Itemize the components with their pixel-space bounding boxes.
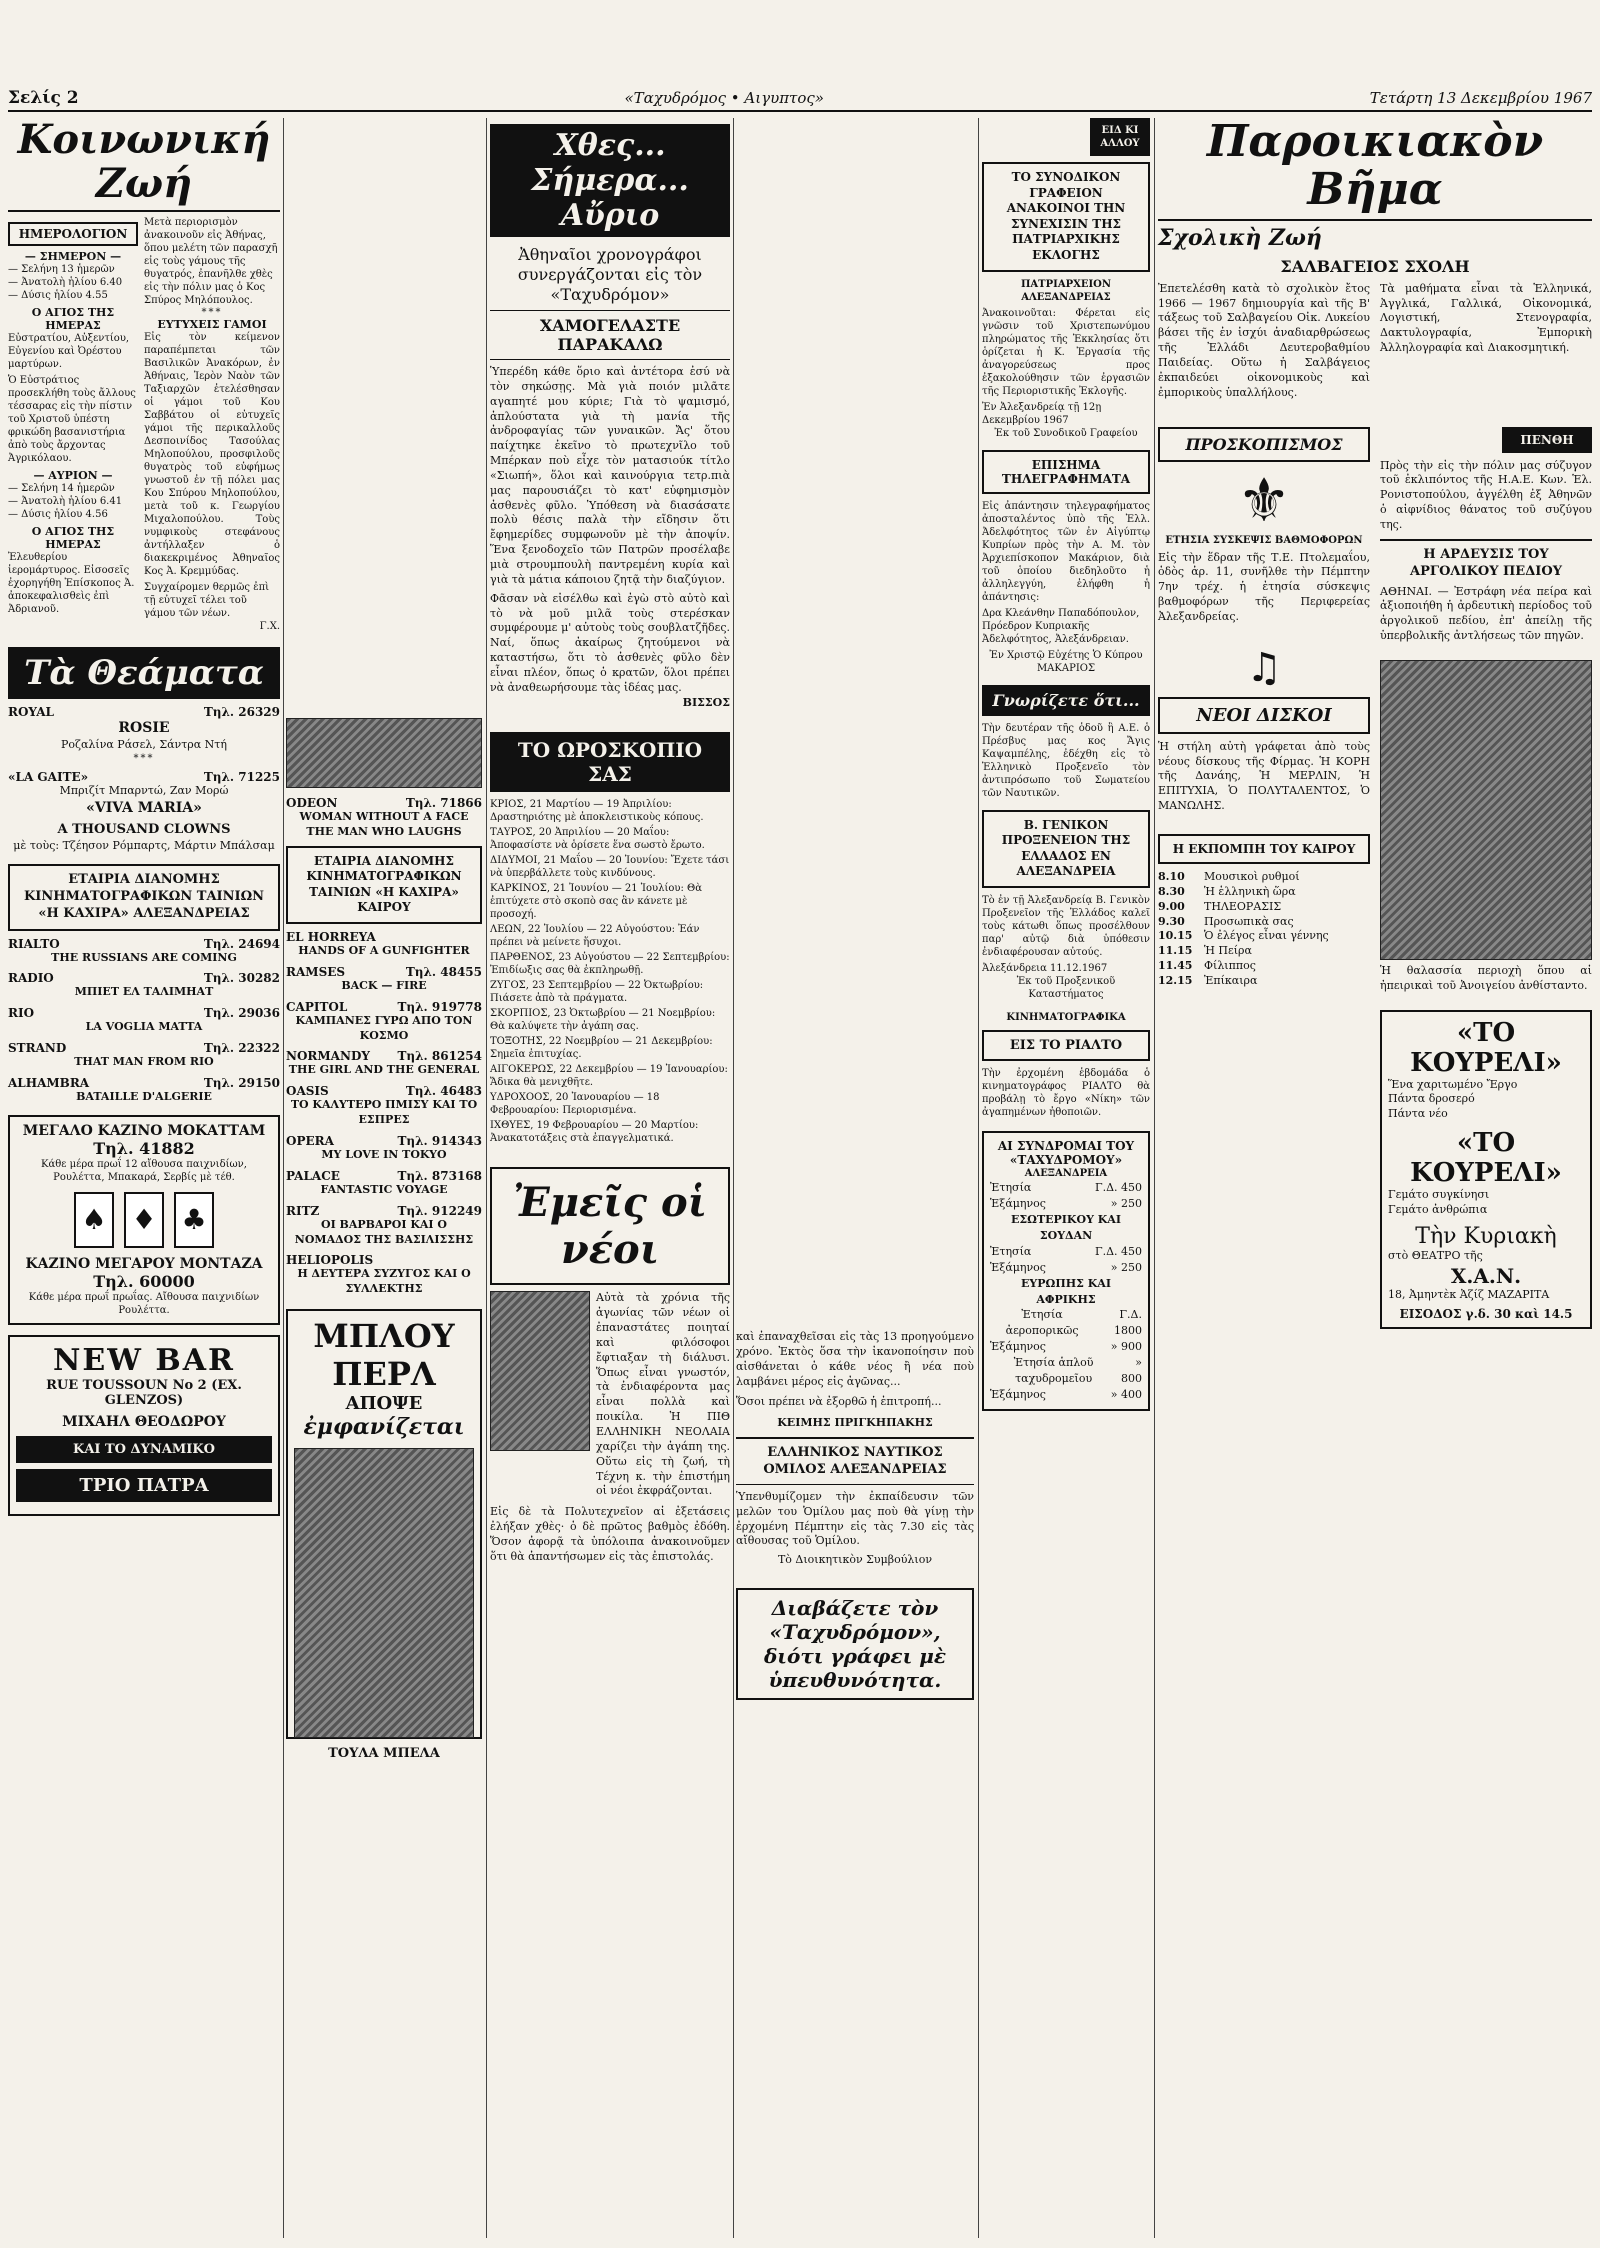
music-note-icon: ♫ <box>1246 644 1282 691</box>
article-body: Ἀνακοινοῦται: Φέρεται εἰς γνῶσιν τοῦ Χριστεπωνύμου πληρώματος τῆς Ἐκκλησίας ὅτι ὁρίζεται ἡ Κ. Ἐργασία τῆς ἀναγορεύσεως προς ἐξακολούθησιν τῶν ἐργασιῶν τῆς Περιοριστικῆς Ἐκλογῆς. <box>982 307 1150 397</box>
saint-title: Ο ΑΓΙΟΣ ΤΗΣ ΗΜΕΡΑΣ <box>31 306 115 332</box>
film-title: ΜΠΙΕΤ ΕΛ ΤΑΛΙΜΗΑΤ <box>74 985 214 999</box>
club-body: Ὑπενθυμίζομεν τὴν ἐκπαίδευσιν τῶν μελῶν του Ὁμίλου μας ποὺ θὰ γίνῃ τὴν ἐρχομένη Πέμπτην εἰς τὰς 7.30 εἰς τὰς αἴθουσας τοῦ Ὁμίλου. <box>736 1489 974 1548</box>
cinema-row <box>8 770 280 784</box>
casino-ad <box>8 1115 280 1325</box>
cinema-row <box>8 1006 280 1020</box>
photo-caption: Ἡ θαλασσία περιοχὴ ὅπου αἱ ἠπειρικαὶ τοῦ Ἀνοιγείου ἀνθίσταντο. <box>1380 963 1592 992</box>
ad-line: Πάντα νέο <box>1388 1107 1448 1121</box>
article-body: καὶ ἐπαναχθεῖσαι εἰς τὰς 13 προηγούμενο χρόνο. Ἐκτὸς ὅσα τὴν ἰκανοποίησιν ποὺ αἰσθάνεται ὁ κάθε νέος ἢ νέα ποὺ λαμβάνει μέρος εἰς ἀγῶνας... <box>736 1330 974 1388</box>
advert-image <box>286 718 482 788</box>
film-title: THE GIRL AND THE GENERAL <box>288 1063 480 1077</box>
article-date: Ἐν Ἀλεξανδρείᾳ τῇ 12ῃ Δεκεμβρίου 1967 <box>982 401 1102 426</box>
film-title: BATAILLE D'ALGERIE <box>76 1089 212 1103</box>
column-community <box>1158 118 1592 1335</box>
ad-line: Ἕνα χαριτωμένο Ἔργο <box>1388 1077 1518 1091</box>
star-divider: *** <box>133 752 155 764</box>
subs-row: Ἑξάμηνος » 250 <box>990 1260 1142 1274</box>
cinema-row <box>286 1253 482 1267</box>
cinema-row <box>8 971 280 985</box>
article-sign: Ἐν Χριστῷ Εὐχέτης Ὁ Κύπρου ΜΑΚΑΡΙΟΣ <box>989 649 1143 674</box>
schedule-row: 11.45 Φίλιππος <box>1158 959 1256 973</box>
column-social-life <box>8 118 280 1522</box>
section-title: Κοινωνική Ζωή <box>8 118 280 212</box>
cinema-tel: Τηλ. 46483 <box>405 1084 482 1099</box>
cinema-body: Τὴν ἐρχομένη ἑβδομάδα ὁ κινηματογράφος ΡΙΑΛΤΟ θὰ προβάλῃ τὸ ἔργο «Νίκη» τῶν ἀγαπημένων ἠθοποιῶν. <box>982 1067 1150 1118</box>
cinema-name: ODEON <box>286 796 338 810</box>
cinema-tel: Τηλ. 861254 <box>397 1049 482 1064</box>
theatre-ad <box>1380 1010 1592 1329</box>
weather-schedule-box <box>1158 834 1370 864</box>
horoscope-item: ΖΥΓΟΣ, 23 Σεπτεμβρίου — 22 Ὀκτωβρίου: Πιάσετε ἀπὸ τὰ πράγματα. <box>490 980 704 1005</box>
cinema-tel: Τηλ. 24694 <box>203 936 280 951</box>
cinema-row <box>286 1169 482 1183</box>
subs-row: Ἑξάμηνος » 400 <box>990 1388 1142 1402</box>
cinema-tel: Τηλ. 29036 <box>203 1006 280 1021</box>
weather-title: Η ΕΚΠΟΜΠΗ ΤΟΥ ΚΑΙΡΟΥ <box>1172 841 1356 856</box>
article-addr: Δρα Κλεάνθην Παπαδόπουλον, Πρόεδρον Κυπριακῆς Ἀδελφότητος, Ἀλεξάνδρειαν. <box>982 607 1140 645</box>
masthead <box>8 86 1592 112</box>
film-title: ΚΑΜΠΑΝΕΣ ΓΥΡΩ ΑΠΟ ΤΟΝ ΚΟΣΜΟ <box>295 1013 473 1042</box>
film-title: FANTASTIC VOYAGE <box>320 1182 448 1196</box>
subs-row: Ἐτησία Γ.Δ. 450 <box>990 1180 1142 1194</box>
page-number: Σελίς 2 <box>8 88 79 108</box>
ad-line: Γεμάτο ἀνθρώπια <box>1388 1202 1488 1216</box>
film-title: THE RUSSIANS ARE COMING <box>51 950 237 964</box>
ad-sub: ΑΠΟΨΕ <box>345 1393 423 1415</box>
tomorrow-line: — Ἀνατολὴ ἡλίου 6.41 <box>8 496 123 507</box>
theatres-banner: Τὰ Θεάματα <box>8 647 280 699</box>
cinema-name: EL HORREYA <box>286 930 376 945</box>
cinema-tel: Τηλ. 26329 <box>203 705 280 719</box>
cinema-row <box>286 1000 482 1014</box>
ad-venue-pre: στὸ ΘΕΑΤΡΟ τῆς <box>1388 1248 1483 1262</box>
records-title: ΝΕΟΙ ΔΙΣΚΟΙ <box>1158 697 1370 734</box>
column-cinemas <box>286 118 482 1762</box>
cinema-tel: Τηλ. 873168 <box>397 1168 482 1183</box>
film-title: ROSIE <box>118 720 170 736</box>
cinema-tel: Τηλ. 29150 <box>203 1075 280 1090</box>
school-title: ΣΑΛΒΑΓΕΙΟΣ ΣΧΟΛΗ <box>1280 256 1470 276</box>
school-body: Ἐπετελέσθη κατὰ τὸ σχολικὸν ἔτος 1966 — 1967 δημιουργία καὶ τῆς Β' τάξεως τοῦ Σαλβαγείου Οἰκ. Λυκείου βάσει τῆς ἐν ἰσχύι ἀναδιαρθρώσεως τῆς Ἐλλάδι Δευτεροβαθμίου Παιδείας. Οὕτω ἡ Σαλβάγειος ἐκπαιδεύει οἰκονομικοὺς καὶ ἐμπορικοὺς ὑπαλλήλους. <box>1158 281 1370 399</box>
subs-title: ΑΙ ΣΥΝΔΡΟΜΑΙ ΤΟΥ «ΤΑΧΥΔΡΟΜΟΥ» <box>997 1138 1135 1167</box>
cinema-row <box>8 705 280 719</box>
cinema-tel: Τηλ. 71866 <box>405 796 482 810</box>
film-title: ΤΟ ΚΑΛΥΤΕΡΟ ΠΜΙΣΥ ΚΑΙ ΤΟ ΕΣΠΡΕΣ <box>290 1098 478 1127</box>
cinema-tel: Τηλ. 919778 <box>397 999 482 1014</box>
cinema-row <box>286 1049 482 1063</box>
badge: ΕΙΔ ΚΙ ΑΛΛΟΥ <box>1090 118 1150 156</box>
casino-text: Κάθε μέρα πρωΐ 12 αἴθουσα παιχνιδίων, Ρουλέττα, Μπακαρά, Σερβίς μὲ τέθ. <box>41 1158 247 1183</box>
cinema-name: RADIO <box>8 971 54 986</box>
bar-address: RUE TOUSSOUN No 2 (EX. GLENZOS) <box>46 1377 242 1408</box>
cinema-name: RIALTO <box>8 936 60 951</box>
schedule-row: 10.15 Ὁ ἐλέγος εἶναι γέννης <box>1158 929 1329 943</box>
cinema-name: RAMSES <box>286 964 346 979</box>
calendar-title: ΗΜΕΡΟΛΟΓΙΟΝ <box>8 222 138 246</box>
cinema-row <box>286 796 482 810</box>
saint-text: Εὐστρατίου, Αὐξεντίου, Εὐγενίου καὶ Ὀρέστου μαρτύρων. <box>8 333 130 370</box>
saint2-text: Ἐλευθερίου ἱερομάρτυρος. Εἰσοσεῖς ἐχορηγήθη Ἐπίσκοπος Ἀ. ἀποκεφαλισθεὶς ἐπὶ Ἀδριανοῦ. <box>8 552 135 615</box>
ad-times: ΕΙΣΟΔΟΣ γ.δ. 30 καὶ 14.5 <box>1399 1306 1573 1321</box>
article-sign: Ἐκ τοῦ Συνοδικοῦ Γραφείου <box>994 427 1138 439</box>
ad-title: «ΤΟ ΚΟΥΡΕΛΙ» <box>1410 1017 1562 1078</box>
cinema-title: ΚΙΝΗΜΑΤΟΓΡΑΦΙΚΑ <box>1006 1011 1126 1023</box>
youth-photo <box>490 1291 590 1451</box>
cinema-name: ALHAMBRA <box>8 1075 90 1090</box>
cinema-name: OPERA <box>286 1133 334 1148</box>
cinema-tel: Τηλ. 22322 <box>203 1041 280 1056</box>
subs-city: ΑΛΕΞΑΝΔΡΕΙΑ <box>1024 1167 1108 1179</box>
cinema-row <box>286 965 482 979</box>
cinema-row <box>286 1084 482 1098</box>
bar-tag: ΤΡΙΟ ΠΑΤΡΑ <box>16 1469 272 1502</box>
film-cast: μὲ τοὺς: Τζέησον Ρόμπαρτς, Μάρτιν Μπάλσαμ <box>13 839 275 853</box>
ad-title: ΜΠΛΟΥ ΠΕΡΛ <box>313 1317 455 1394</box>
cinema-name: RITZ <box>286 1203 320 1218</box>
playing-cards-icon: ♠ ♦ ♣ <box>16 1192 272 1248</box>
bar-ad <box>8 1335 280 1516</box>
schedule-row: 8.10 Μουσικοὶ ρυθμοί <box>1158 869 1300 883</box>
film-title: WOMAN WITHOUT A FACE <box>299 810 469 823</box>
subs-row: Ἑξάμηνος » 250 <box>990 1196 1142 1210</box>
bar-extra: ΚΑΙ ΤΟ ΔΥΝΑΜΙΚΟ <box>16 1436 272 1463</box>
distributor-box: ΕΤΑΙΡΙΑ ΔΙΑΝΟΜΗΣ ΚΙΝΗΜΑΤΟΓΡΑΦΙΚΩΝ ΤΑΙΝΙΩΝ «Η ΚΑΧΙΡΑ» ΚΑΙΡΟΥ <box>286 846 482 924</box>
horoscope-item: ΣΚΟΡΠΙΟΣ, 23 Ὀκτωβρίου — 21 Νοεμβρίου: Θὰ καλύψετε τὴν ἀγάπη σας. <box>490 1008 716 1033</box>
horoscope-item: ΙΧΘΥΕΣ, 19 Φεβρουαρίου — 20 Μαρτίου: Ἀνακατοτάξεις στὰ ἐπαγγελματικά. <box>490 1120 699 1145</box>
casino2-tel: Τηλ. 60000 <box>93 1271 195 1291</box>
article-body: Ὑπερέδη κάθε ὅριο καὶ ἀντέτορα ἐσύ νὰ τὸν σηκώσῃς. Μὰ γιὰ ποιόν μιλᾶτε αγαπητέ μου κύριε; Γιὰ τὸ ψαμισμό, ἀπλούστατα γιὰ τὴ μανία τῆς ἀνδροφαγίας τῶν γυναικῶν. Ἄς' ὅτου παίχτηκε ἐκεῖνο τὸ πρωτεχνῖλο τοῦ Μπέρκαν ποὺ εἶχε τὸν ματασιούκ τίτλο «Σιωπή», ὅλοι καὶ καινούργια τετρ.πιὰ μας παρουσιάζει τὸ κατ' εὐφημισμὸν ἀσθενὲς φῦλο. Ὑπόθεση νὰ διασάσατε πολὺ θέσις παλὰ τὴν εἴδησιν ὅτι ἔφημερίδες συμφωνοῦν μὲ τὴν ἀποψίν. Ἕνα ξενοδοχεῖο τῶν Πατρῶν προσέλαβε μιὰ στρουμπουλὴ παντρεμένη κυρία καὶ γιὰ τὰ μάτια κάποιου ζητᾷ τὴν διαζύγιον. <box>490 365 730 586</box>
cinema-name: NORMANDY <box>286 1049 370 1064</box>
today-line: — Σελήνη 13 ἡμερῶν <box>8 264 115 275</box>
cinema-sub: ΕΙΣ ΤΟ ΡΙΑΛΤΟ <box>982 1030 1150 1061</box>
cinema-tel: Τηλ. 48455 <box>405 964 482 979</box>
records-body: Ἡ στήλη αὐτὴ γράφεται ἀπὸ τοὺς νέους δίσκους τῆς Φίρμας. Ἡ ΚΟΡΗ τῆς Δανάης, Ἡ ΜΕΡΛΙΝ, Ἡ ΕΠΙΤΥΧΙΑ, Ὁ ΠΟΛΥΤΑΛΕΝΤΟΣ, Ὁ ΜΑΝΩΛΗΣ. <box>1158 739 1370 813</box>
column-features-cont <box>736 1330 974 1706</box>
subs-row: ΕΥΡΩΠΗΣ ΚΑΙ ΑΦΡΙΚΗΣ <box>1021 1276 1111 1306</box>
column-rule <box>733 118 734 2238</box>
issue-date: Τετάρτη 13 Δεκεμβρίου 1967 <box>1369 89 1592 107</box>
tomorrow-label: — ΑΥΡΙΟΝ — <box>33 469 113 482</box>
ad-name: ΤΟΥΛΑ ΜΠΕΛΑ <box>328 1746 440 1762</box>
horoscope-item: ΤΟΞΟΤΗΣ, 22 Νοεμβρίου — 21 Δεκεμβρίου: Σημεῖα ἐπιτυχίας. <box>490 1036 713 1061</box>
yesterday-today-banner: Χθες... Σήμερα... Αὔριο <box>490 124 730 237</box>
cinema-tel: Τηλ. 30282 <box>203 971 280 986</box>
tomorrow-line: — Δύσις ἡλίου 4.56 <box>8 509 108 520</box>
ad-tag: ἐμφανίζεται <box>303 1414 465 1441</box>
youth-body: Αὐτὰ τὰ χρόνια τῆς ἀγωνίας τῶν νέων οἱ ἐπαναστάτες ποιηταί καὶ φιλόσοφοι ἔφτιαξαν τὴ διάλυσι. Ὅπως εἶναι γνωστόν, τὰ ἐνδιαφέροντα μας εἶναι πολλὰ καὶ ποικίλα. Ἡ ΠΙΘ ΕΛΛΗΝΙΚΗ ΝΕΟΛΑΙΑ χαρίζει τὴν ἀγάπη της. Οὕτω εἰς τὴ ζωή, τὴ Τέχνη κ. τὴν ἐπιστήμη οἱ νέοι ἐκφράζονται. <box>596 1291 730 1498</box>
cinema-row <box>8 1041 280 1055</box>
distributor-box: ΕΤΑΙΡΙΑ ΔΙΑΝΟΜΗΣ ΚΙΝΗΜΑΤΟΓΡΑΦΙΚΩΝ ΤΑΙΝΙΩΝ «Η ΚΑΧΙΡΑ» ΑΛΕΞΑΝΔΡΕΙΑΣ <box>8 864 280 931</box>
scout-sub: ΕΤΗΣΙΑ ΣΥΣΚΕΨΙΣ ΒΑΘΜΟΦΟΡΩΝ <box>1165 534 1363 546</box>
section-title: Παροικιακὸν Βῆμα <box>1158 118 1592 221</box>
wedding-wishes: Συγχαίρομεν θερμῶς ἐπὶ τῇ εὐτυχεῖ τέλει τοῦ γάμου τῶν νέων. <box>144 582 270 619</box>
article-title: Β. ΓΕΝΙΚΟΝ ΠΡΟΞΕΝΕΙΟΝ ΤΗΣ ΕΛΛΑΔΟΣ ΕΝ ΑΛΕΞΑΝΔΡΕΙΑ <box>982 810 1150 888</box>
cinema-name: «LA GAITE» <box>8 769 89 784</box>
article-date: Ἀλεξάνδρεια 11.12.1967 <box>982 962 1108 974</box>
school-body2: Τὰ μαθήματα εἶναι τὰ Ἑλληνικά, Ἀγγλικά, Γαλλικά, Οἰκονομικά, Λογιστική, Στενογραφία, Δακτυλογραφία, Ἐμπορικὴ Ἀλληλογραφία καὶ Διακοσμητική. <box>1380 281 1592 355</box>
casino-tel: Τηλ. 41882 <box>93 1138 195 1158</box>
irrigation-body: ΑΘΗΝΑΙ. — Ἐστράφη νέα πείρα καὶ ἀξιοποιήθη ἡ ἀρδευτικὴ περίοδος τοῦ ἀργολικοῦ πεδίου, ἐπ' ἀπείλῃ τῆς ὑπερβολικῆς ἀντλήσεως τῶν πηγῶν. <box>1380 584 1592 643</box>
paper-name: «Ταχυδρόμος • Αιγυπτος» <box>624 89 824 107</box>
article-body: Εἰς ἀπάντησιν τηλεγραφήματος ἀποσταλέντος ὑπὸ τῆς Ἑλλ. Ἀδελφότητος τῶν ἐν Αἰγύπτῳ Κυπρίων πρὸς τὴν Α. Μ. τὸν Ἀρχιεπίσκοπον Μακάριον, διὰ τοῦ ὁποίου διεδηλοῦτο ἡ ἀλληλεγγύη, ἐλήφθη ἡ ἀπάντησις: <box>982 500 1150 603</box>
article-sign: ΚΕΙΜΗΣ ΠΡΙΓΚΗΠΑΚΗΣ <box>777 1416 933 1430</box>
cinema-row <box>286 1134 482 1148</box>
saint-note: Ὁ Εὐστράτιος προσεκλήθη τοὺς ἄλλους τέσσαρας εἰς τὴν πίστιν τοῦ Χριστοῦ ὑπέστη φρικώδη βασανιστήρια ἀπὸ τοὺς ἄρχοντας Ἀγρικόλαου. <box>8 375 136 464</box>
film-title: MY LOVE IN TOKYO <box>321 1147 447 1161</box>
cinema-tel: Τηλ. 914343 <box>397 1133 482 1148</box>
sub-title: Σχολικὴ Ζωή <box>1158 224 1322 251</box>
cinema-tel: Τηλ. 71225 <box>203 769 280 784</box>
schedule-row: 8.30 Ἡ ἑλληνικὴ ὥρα <box>1158 884 1296 898</box>
cinema-tel: Τηλ. 912249 <box>397 1203 482 1218</box>
saint2-title: Ο ΑΓΙΟΣ ΤΗΣ ΗΜΕΡΑΣ <box>31 525 115 551</box>
cinema-name: ROYAL <box>8 705 54 719</box>
article-title: ΕΠΙΣΗΜΑ ΤΗΛΕΓΡΑΦΗΜΑΤΑ <box>982 450 1150 494</box>
film-title: HANDS OF A GUNFIGHTER <box>298 944 470 958</box>
horoscope-item: ΚΡΙΟΣ, 21 Μαρτίου — 19 Ἀπριλίου: Δραστηριότης μὲ ἀποκλειστικοὺς κόπους. <box>490 799 704 824</box>
horoscope-item: ΔΙΔΥΜΟΙ, 21 Μαΐου — 20 Ἰουνίου: Ἔχετε τάσι νὰ ὑπερβάλλετε τοὺς κινδύνους. <box>490 855 730 880</box>
film-cast: Ροζαλίνα Ράσελ, Σάντρα Ντή <box>61 737 227 751</box>
cinema-name: OASIS <box>286 1084 329 1099</box>
article-title: Γνωρίζετε ὅτι... <box>982 685 1150 716</box>
cinema-name: PALACE <box>286 1168 340 1183</box>
article-title: ΤΟ ΣΥΝΟΔΙΚΟΝ ΓΡΑΦΕΙΟΝ ΑΝΑΚΟΙΝΟΙ ΤΗΝ ΣΥΝΕΧΙΣΙΝ ΤΗΣ ΠΑΤΡΙΑΡΧΙΚΗΣ ΕΚΛΟΓΗΣ <box>982 162 1150 272</box>
column-rule <box>486 118 487 2238</box>
cinema-row <box>286 930 482 944</box>
mourning-body: Πρὸς τὴν εἰς τὴν πόλιν μας σύζυγον τοῦ ἐκλιπόντος τῆς Η.Α.Ε. Κων. Ἑλ. Ρονιστοπούλου, ἀγγέλθη ἐξ Ἀθηνῶν ὁ αἰφνίδιος θάνατος τοῦ συζύγου της. <box>1380 458 1592 531</box>
film-title: «VIVA MARIA» <box>86 799 202 816</box>
cinema-name: HELIOPOLIS <box>286 1253 374 1268</box>
article-sign: Ἐκ τοῦ Προξενικοῦ Καταστήματος <box>1016 975 1116 1000</box>
casino2-text: Κάθε μέρα πρωΐ πρωΐας. Αἴθουσα παιχνιδίων Ρουλέττα. <box>28 1291 260 1316</box>
article-body: Τὴν δευτέραν τῆς ὁδοῦ ἢ Α.Ε. ὁ Πρέσβυς μας κος Ἄγις Καψαμπέλης, ἐδέχθη εἰς τὸ Ἑλληνικὸ Προξενεῖο τὸν ἀντιπρόσωπο τοῦ Σωματείου τῶν Ναυτικῶν. <box>982 722 1150 799</box>
column-features <box>490 118 730 1565</box>
casino-title: ΜΕΓΑΛΟ ΚΑΖΙΝΟ ΜΟΚΑΤΤΑΜ <box>22 1122 266 1139</box>
cinema-row <box>286 1204 482 1218</box>
subs-row: Ἐτησία ἀεροπορικῶς Γ.Δ. 1800 <box>1005 1308 1142 1338</box>
schedule-row: 11.15 Ἡ Πείρα <box>1158 944 1252 958</box>
sea-photo <box>1380 660 1592 960</box>
schedule-row: 9.30 Προσωπικὰ σας <box>1158 914 1294 928</box>
column-announcements <box>982 118 1150 1417</box>
fleur-de-lis-icon: ⚜ <box>1237 465 1291 536</box>
column-rule <box>283 118 284 2238</box>
horoscope-item: ΠΑΡΘΕΝΟΣ, 23 Αὐγούστου — 22 Σεπτεμβρίου: Ἐπιδίωξις σας θὰ ἐκπληρωθῇ. <box>490 952 730 977</box>
ad-line: Γεμάτο συγκίνησι <box>1388 1188 1490 1202</box>
wedding-sign: Γ.Χ. <box>259 621 280 632</box>
article-note: Ὅσοι πρέπει νὰ ἐξορθῶ ἡ ἐπιτροπή... <box>736 1395 942 1409</box>
schedule-row: 9.00 ΤΗΛΕΟΡΑΣΙΣ <box>1158 899 1282 913</box>
column-rule <box>1154 118 1155 2238</box>
youth-banner: Ἐμεῖς οἱ νέοι <box>490 1167 730 1285</box>
mourning-title: ΠΕΝΘΗ <box>1502 427 1592 453</box>
film-title: LA VOGLIA MATTA <box>85 1020 203 1034</box>
bar-owner: ΜΙΧΑΗΛ ΘΕΟΔΩΡΟΥ <box>62 1413 226 1430</box>
film-title: Η ΔΕΥΤΕΡΑ ΣΥΖΥΓΟΣ ΚΑΙ Ο ΣΥΛΛΕΚΤΗΣ <box>297 1267 471 1296</box>
horoscope-item: ΥΔΡΟΧΟΟΣ, 20 Ἰανουαρίου — 18 Φεβρουαρίου: Περιορισμένα. <box>490 1092 660 1117</box>
performer-photo <box>294 1448 474 1738</box>
today-line: — Δύσις ἡλίου 4.55 <box>8 290 108 301</box>
footer-promo: Διαβάζετε τὸν «Ταχυδρόμον», διότι γράφει μὲ ὑπευθυνότητα. <box>736 1588 974 1700</box>
article-place: ΠΑΤΡΙΑΡΧΕΙΟΝ ΑΛΕΞΑΝΔΡΕΙΑΣ <box>1020 278 1112 303</box>
subs-row: Ἐτησία ἁπλοῦ ταχυδρομεῖου » 800 <box>1013 1356 1142 1386</box>
cinema-name: STRAND <box>8 1041 67 1056</box>
cinema-name: CAPITOL <box>286 999 348 1014</box>
article-body: Τὸ ἐν τῇ Ἀλεξανδρείᾳ Β. Γενικὸν Προξενεῖον τῆς Ἑλλάδος καλεῖ τοὺς κάτωθι ὅπως προσέλθουν παρ' αὐτῷ διὰ ὑπόθεσιν ἐνδιαφέρουσαν αὐτούς. <box>982 894 1150 958</box>
cinema-name: RIO <box>8 1006 35 1021</box>
club-sign: Τὸ Διοικητικὸν Συμβούλιον <box>777 1553 933 1567</box>
schedule-row: 12.15 Ἐπίκαιρα <box>1158 973 1258 987</box>
wedding-text: Εἰς τὸν κείμενον παραπέμπεται τῶν Βασιλικῶν Ἀνακόρων, ἐν Ἀθήναις, Ἱερὸν Ναὸν τῶν Ταξιαρχῶν ἐτελέσθησαν οἱ γάμοι τοῦ Κου Σαββάτου οἱ εὐτυχεῖς γάμοι τῆς περικαλλοῦς Δεσποινίδος Τασούλας Μηλοπούλου, προσφιλοῦς θυγατρὸς τοῦ εὐφήμως γνωστοῦ ἐν τῇ πόλει μας Κου Σπύρου Μηλοπούλου, μετὰ τοῦ κ. Γεωργίου Μιχαλοπούλου. Τοὺς νυμφικοὺς στεφάνους ἀντήλλαξεν ὁ διακεκριμένος Ἀθηναῖος Κος Ἀ. Κρεμμύδας. <box>144 332 280 577</box>
article-body: Φᾶσαν νὰ εἰσέλθω καὶ ἐγὼ στὸ αὐτὸ καὶ τὸ νὰ μοῦ μιλᾶ τοὺς στερέσκαν συμφέρουμε μ' αὐτοὺς τοὺς σουβλατζῆδες. Ναί, ὅπως ἀκαίρως ζητούμενοι νὰ καταστήσω, ὅτι τὸ ἀσθενὲς φῦλο δὲν εἶναι πλέον, ὅπως ὁ κρατῶν, ὅλοι πρέπει νὰ ἀναθεωρήσουμε τὰς ἰδέας μας. <box>490 591 730 694</box>
film-cast: Μπριζίτ Μπαρντώ, Ζαν Μορώ <box>59 783 229 797</box>
horoscope-item: ΚΑΡΚΙΝΟΣ, 21 Ἰουνίου — 21 Ἰουλίου: Θὰ ἐπιτύχετε στὸ σκοπὸ σας ἂν κάνετε μὲ προσοχή. <box>490 883 702 921</box>
horoscope-item: ΤΑΥΡΟΣ, 20 Ἀπριλίου — 20 Μαΐου: Ἀποφασίστε νὰ ὁρίσετε ἕνα σωστὸ ἔρωτο. <box>490 827 705 852</box>
club-title: ΕΛΛΗΝΙΚΟΣ ΝΑΥΤΙΚΟΣ ΟΜΙΛΟΣ ΑΛΕΞΑΝΔΡΕΙΑΣ <box>763 1445 947 1477</box>
nightclub-ad <box>286 1309 482 1762</box>
article-title: Ἀθηναῖοι χρονογράφοι συνεργάζονται εἰς τὸν «Ταχυδρόμον» <box>517 245 703 304</box>
film-title: THAT MAN FROM RIO <box>74 1055 214 1069</box>
ad-line: Πάντα δροσερό <box>1388 1092 1475 1106</box>
casino2-title: ΚΑΖΙΝΟ ΜΕΓΑΡΟΥ ΜΟΝΤΑΖΑ <box>25 1255 263 1272</box>
irrigation-title: Η ΑΡΔΕΥΣΙΣ ΤΟΥ ΑΡΓΟΛΙΚΟΥ ΠΕΔΙΟΥ <box>1410 546 1562 579</box>
today-label: — ΣΗΜΕΡΟΝ — <box>24 250 122 263</box>
subs-row: Ἑξάμηνος » 900 <box>990 1340 1142 1354</box>
horoscope-item: ΛΕΩΝ, 22 Ἰουλίου — 22 Αὐγούστου: Ἐάν πρέπει νὰ μείνετε ἥσυχοι. <box>490 924 700 949</box>
cinema-row <box>8 1076 280 1090</box>
subs-row: ΕΣΩΤΕΡΙΚΟΥ ΚΑΙ ΣΟΥΔΑΝ <box>1010 1212 1121 1242</box>
wedding-intro: Μετὰ περιορισμὸν ἀνακοινοῦν εἰς Ἀθήνας, ὅπου μελέτη τῶν παρασχῆ εἰς τοὺς γάμους τῆς θυγατρός, ἐπανῆλθε χθὲς εἰς τὴν πόλιν μας ὁ Κος Σπύρος Μηλόπουλος. <box>144 217 278 306</box>
wedding-title: ΕΥΤΥΧΕΙΣ ΓΑΜΟΙ <box>157 318 267 331</box>
ad-address: 18, Ἀμηντὲκ Ἀζίζ ΜΑΖΑΡΙΤΑ <box>1388 1287 1550 1301</box>
subscriptions-box <box>982 1131 1150 1411</box>
subs-row: Ἐτησία Γ.Δ. 450 <box>990 1244 1142 1258</box>
ad-venue: Χ.Α.Ν. <box>1450 1263 1522 1288</box>
article-subtitle: ΧΑΜΟΓΕΛΑΣΤΕ ΠΑΡΑΚΑΛΩ <box>539 316 681 354</box>
cinema-row <box>8 937 280 951</box>
bar-title: NEW BAR <box>53 1342 235 1378</box>
column-rule <box>978 118 979 2238</box>
article-sign: ΒΙΣΣΟΣ <box>682 695 730 709</box>
film-title: ΟΙ ΒΑΡΒΑΡΟΙ ΚΑΙ Ο ΝΟΜΑΔΟΣ ΤΗΣ ΒΑΣΙΛΙΣΣΗΣ <box>294 1217 474 1246</box>
horoscope-banner: ΤΟ ΩΡΟΣΚΟΠΙΟ ΣΑΣ <box>490 732 730 792</box>
today-line: — Ἀνατολὴ ἡλίου 6.40 <box>8 277 123 288</box>
horoscope-item: ΑΙΓΟΚΕΡΩΣ, 22 Δεκεμβρίου — 19 Ἰανουαρίου: Ἄδικα θὰ μενιχθῆτε. <box>490 1064 728 1089</box>
film-title: A THOUSAND CLOWNS <box>57 822 231 838</box>
ad-day: Τὴν Κυριακὴ <box>1415 1223 1557 1249</box>
film-title: BACK — FIRE <box>341 978 427 992</box>
scout-title: ΠΡΟΣΚΟΠΙΣΜΟΣ <box>1158 427 1370 462</box>
ad-title2: «ΤΟ ΚΟΥΡΕΛΙ» <box>1410 1128 1562 1189</box>
star-divider: *** <box>201 307 223 318</box>
youth-body2: Εἰς δὲ τὰ Πολυτεχνεῖον αἱ ἐξετάσεις ἐλήξαν χθὲς· ὁ δὲ πρῶτος βαθμὸς ἐδόθη. Ὅσον ἀφορᾷ τὰ ὑπόλοιπα ἀνακοινοῦμεν ὅτι θὰ ἀπαντήσωμεν εἰς τὰς ἐπιστολάς. <box>490 1505 730 1563</box>
tomorrow-line: — Σελήνη 14 ἡμερῶν <box>8 483 115 494</box>
film-title: THE MAN WHO LAUGHS <box>306 824 462 838</box>
scout-body: Εἰς τὴν ἕδραν τῆς Τ.Ε. Πτολεμαΐου, ὁδὸς ἀρ. 11, συνῆλθε τὴν Πέμπτην 7ην τρέχ. ἡ ἐτησία σύσκεψις βαθμοφόρων τῆς Περιφερείας Ἀλεξανδρείας. <box>1158 550 1370 623</box>
